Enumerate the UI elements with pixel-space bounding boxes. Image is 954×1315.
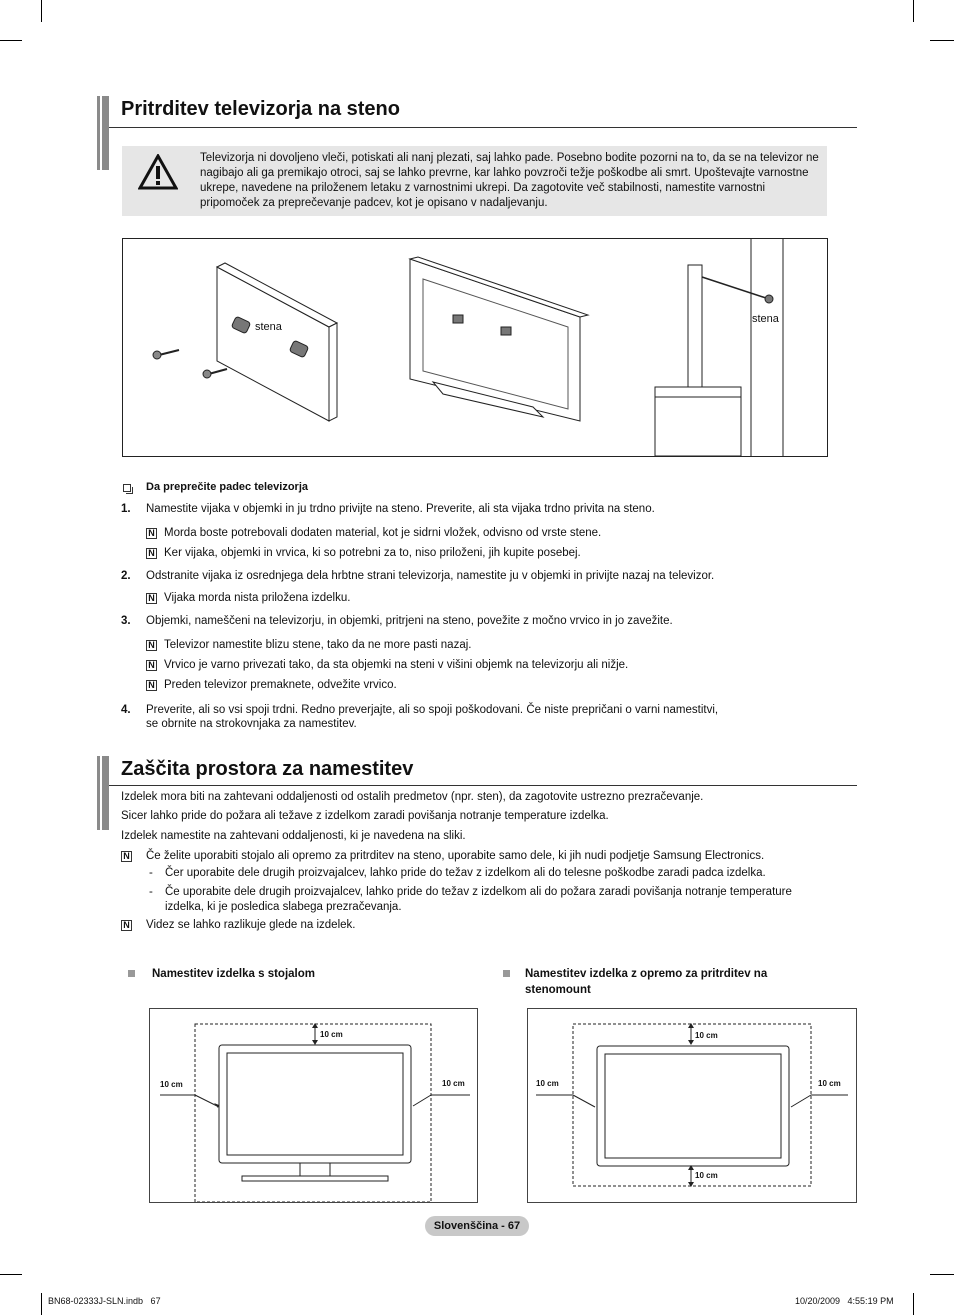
note-icon: N xyxy=(121,920,132,931)
section-bar xyxy=(97,96,109,170)
clearance-label: 10 cm xyxy=(818,1079,841,1088)
paragraph: Sicer lahko pride do požara ali težave z izdelkom zaradi povišanja notranje temperature izdelka. xyxy=(121,810,609,822)
note-icon: N xyxy=(146,680,157,691)
step-number: 1. xyxy=(121,503,131,515)
note-text: Televizor namestite blizu stene, tako da ne more pasti nazaj. xyxy=(164,639,472,651)
step-text: Preverite, ali so vsi spoji trdni. Redno preverjajte, ali so spoji poškodovani. Če niste prepričani o varni namestitvi, xyxy=(146,704,719,716)
note-icon: N xyxy=(121,851,132,862)
wall-label: stena xyxy=(255,321,282,333)
note-text: Če želite uporabiti stojalo ali opremo za pritrditev na steno, uporabite samo dele, ki jih nudi podjetje Samsung Electronics. xyxy=(146,850,765,862)
note-icon: N xyxy=(146,660,157,671)
diagram-title: stenomount xyxy=(525,984,591,996)
clearance-label: 10 cm xyxy=(442,1079,465,1088)
square-bullet-icon xyxy=(128,970,135,977)
clearance-label: 10 cm xyxy=(695,1171,718,1180)
bullet-text: Če uporabite dele drugih proizvajalcev, lahko pride do težav z izdelkom ali do požara zaradi povišanja notranje temperature xyxy=(165,886,792,898)
step-text: Objemki, nameščeni na televizorju, in objemki, pritrjeni na steno, povežite z močno vrvico in jo zavežite. xyxy=(146,615,673,627)
note-text: Preden televizor premaknete, odvežite vrvico. xyxy=(164,679,397,691)
section-bar xyxy=(97,756,109,830)
checkbox-bullet-icon xyxy=(123,484,131,492)
subheading: Da preprečite padec televizorja xyxy=(146,481,309,493)
step-number: 3. xyxy=(121,615,131,627)
step-text: se obrnite na strokovnjaka za namestitev. xyxy=(146,718,357,730)
paragraph: Izdelek namestite na zahtevani oddaljenosti, ki je navedena na sliki. xyxy=(121,830,466,842)
diagram-title: Namestitev izdelka z opremo za pritrditev na xyxy=(525,968,768,980)
step-text: Odstranite vijaka iz osrednjega dela hrbtne strani televizorja, namestite ju v objemki in privijte nazaj na televizor. xyxy=(146,570,715,582)
bullet-text: Čer uporabite dele drugih proizvajalcev, lahko pride do težav z izdelkom ali do telesne poškodbe zaradi padca izdelka. xyxy=(165,867,766,879)
warning-icon xyxy=(138,154,178,190)
wall-label: stena xyxy=(752,313,779,325)
step-number: 4. xyxy=(121,704,131,716)
page-number-badge: Slovenščina - 67 xyxy=(425,1216,529,1236)
section-rule xyxy=(109,127,857,128)
section-rule xyxy=(109,785,857,786)
step-text: Namestite vijaka v objemki in ju trdno privijte na steno. Preverite, ali sta vijaka trdno privita na steno. xyxy=(146,503,655,515)
note-text: Videz se lahko razlikuje glede na izdelek. xyxy=(146,919,356,931)
note-icon: N xyxy=(146,640,157,651)
paragraph: Izdelek mora biti na zahtevani oddaljenosti od ostalih predmetov (npr. sten), da zagotovite ustrezno prezračevanje. xyxy=(121,791,704,803)
clearance-label: 10 cm xyxy=(160,1080,183,1089)
warning-text: Televizorja ni dovoljeno vleči, potiskati ali nanj plezati, saj lahko pade. Posebno bodite pozorni na to, da se na televizor ne nagibajo ali ga premikajo otroci, saj se lahko prevrne, kar lahko povzroči težje poškodbe ali smrt. Upoštevajte varnostne ukrepe, navedene na priloženem letaku z varnostnimi ukrepi. Da zagotovite več stabilnosti, namestite varnostni pripomoček za preprečevanje padcev, kot je opisano v nadaljevanju. xyxy=(200,152,819,209)
section-title: Zaščita prostora za namestitev xyxy=(121,758,414,780)
bullet-text: izdelka, ki je posledica slabega prezračevanja. xyxy=(165,901,402,913)
diagram-title: Namestitev izdelka s stojalom xyxy=(152,968,315,980)
clearance-label: 10 cm xyxy=(320,1030,343,1039)
wall-mount-figure xyxy=(122,238,828,457)
note-text: Vijaka morda nista priložena izdelku. xyxy=(164,592,351,604)
note-icon: N xyxy=(146,593,157,604)
note-text: Vrvico je varno privezati tako, da sta objemki na steni v višini objemk na televizorju ali nižje. xyxy=(164,659,629,671)
print-datetime: 10/20/2009 4:55:19 PM xyxy=(795,1296,894,1306)
clearance-label: 10 cm xyxy=(536,1079,559,1088)
note-text: Ker vijaka, objemki in vrvica, ki so potrebni za to, niso priloženi, jih kupite posebej. xyxy=(164,547,581,559)
step-number: 2. xyxy=(121,570,131,582)
wallmount-clearance-diagram xyxy=(527,1008,857,1203)
stand-clearance-diagram xyxy=(149,1008,478,1203)
section-title: Pritrditev televizorja na steno xyxy=(121,98,400,120)
note-icon: N xyxy=(146,528,157,539)
note-icon: N xyxy=(146,548,157,559)
note-text: Morda boste potrebovali dodaten material, kot je sidrni vložek, odvisno od vrste stene. xyxy=(164,527,602,539)
file-name: BN68-02333J-SLN.indb 67 xyxy=(48,1296,161,1306)
clearance-label: 10 cm xyxy=(695,1031,718,1040)
square-bullet-icon xyxy=(503,970,510,977)
